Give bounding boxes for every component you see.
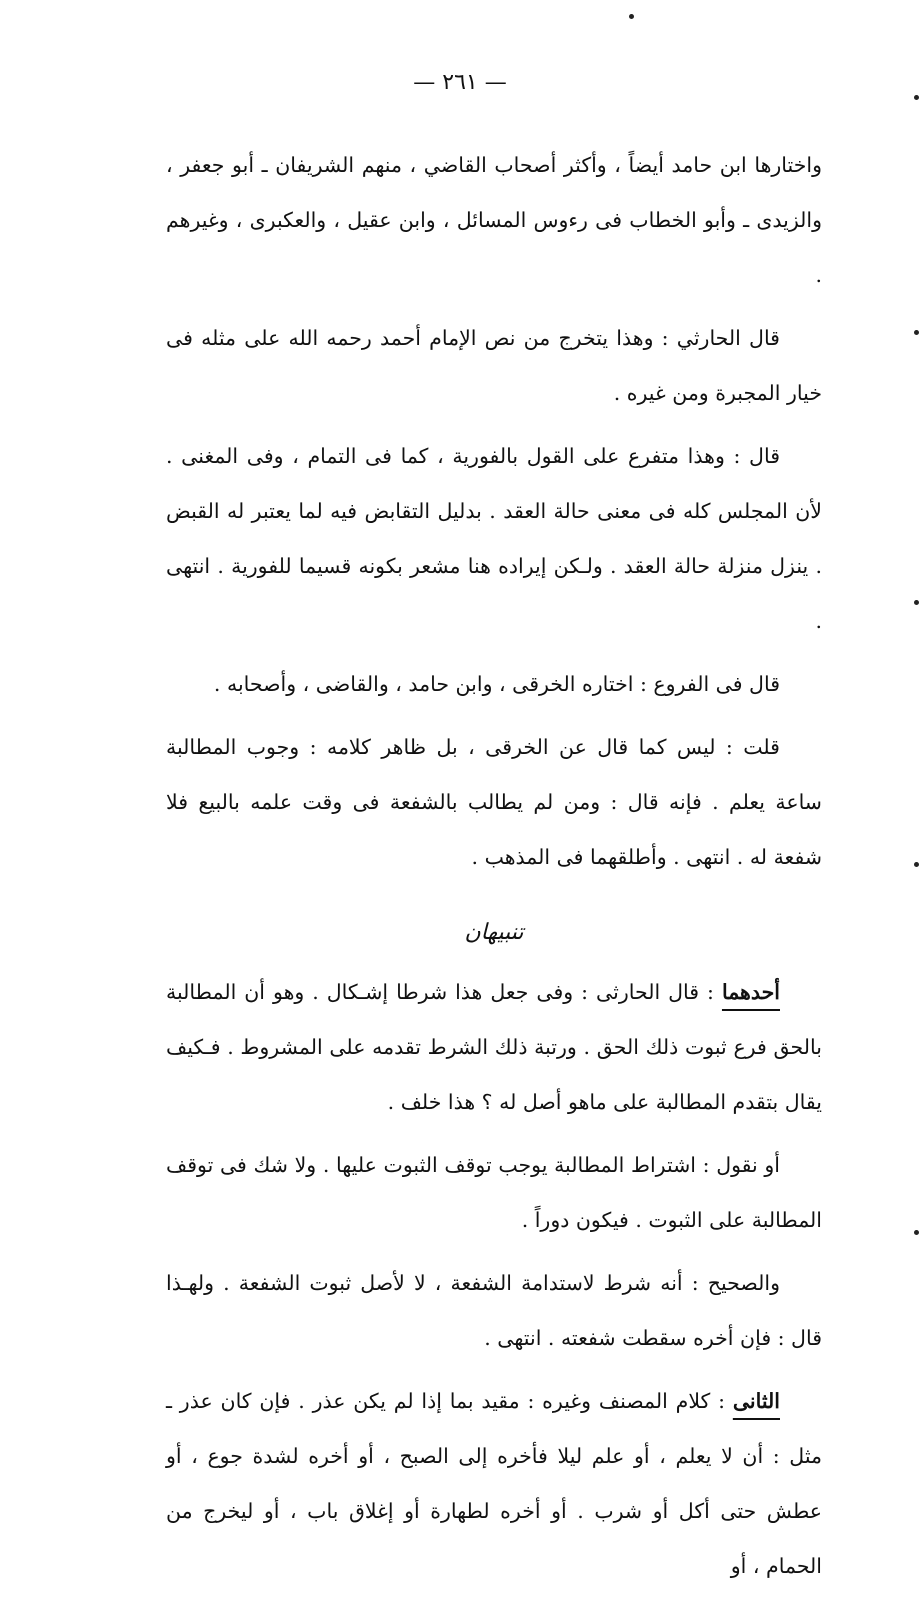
note-lead: الثانى — [732, 1389, 780, 1413]
body-paragraph: واختارها ابن حامد أيضاً ، وأكثر أصحاب القاضي ، منهم الشريفان ـ أبو جعفر ، والزيدى ـ وأبو الخطاب فى رءوس المسائل ، وابن عقيل ، والعكبرى ، وغيرهم . — [166, 153, 822, 287]
body-paragraph: قال الحارثي : وهذا يتخرج من نص الإمام أحمد رحمه الله على مثله فى خيار المجبرة ومن غيره . — [166, 326, 822, 405]
body-paragraph: قال : وهذا متفرع على القول بالفورية ، كما فى التمام ، وفى المغنى . لأن المجلس كله فى معنى حالة العقد . بدليل التقابض فيه لما يعتبر له القبض . ينزل منزلة حالة العقد . ولـكن إيراده هنا مشعر بكونه قسيما للفورية . انتهى . — [166, 444, 822, 633]
note-lead: أحدهما — [721, 980, 780, 1004]
note-text: : قال الحارثى : وفى جعل هذا شرطا إشـكال . وهو أن المطالبة بالحق فرع ثبوت ذلك الحق . ورتبة ذلك الشرط تقدمه على المشروط . فـكيف يقال بتقدم المطالبة على ماهو أصل له ؟ هذا خلف . — [166, 980, 822, 1114]
margin-dot — [914, 330, 919, 335]
note-paragraph — [166, 965, 822, 1130]
page-number: — ٢٦١ — — [413, 70, 507, 95]
note-paragraph: والصحيح : أنه شرط لاستدامة الشفعة ، لا لأصل ثبوت الشفعة . ولهـذا قال : فإن أخره سقطت شفعته . انتهى . — [166, 1271, 822, 1350]
body-paragraph: قال فى الفروع : اختاره الخرقى ، وابن حامد ، والقاضى ، وأصحابه . — [213, 672, 780, 696]
page-body — [166, 138, 822, 1602]
body-paragraph: قلت : ليس كما قال عن الخرقى ، بل ظاهر كلامه : وجوب المطالبة ساعة يعلم . فإنه قال : ومن لم يطالب بالشفعة فى وقت علمه بالبيع فلا شفعة له . انتهى . وأطلقهما فى المذهب . — [166, 735, 822, 869]
margin-dot — [914, 600, 919, 605]
margin-dot — [629, 14, 634, 19]
margin-dot — [914, 1230, 919, 1235]
section-heading: تنبيهان — [464, 920, 524, 945]
margin-dot — [914, 95, 919, 100]
note-paragraph — [166, 1374, 822, 1594]
note-paragraph: أو نقول : اشتراط المطالبة يوجب توقف الثبوت عليها . ولا شك فى توقف المطالبة على الثبوت . فيكون دوراً . — [166, 1153, 822, 1232]
margin-dot — [914, 862, 919, 867]
note-text: : كلام المصنف وغيره : مقيد بما إذا لم يكن عذر . فإن كان عذر ـ مثل : أن لا يعلم ، أو علم ليلا فأخره إلى الصبح ، أو أخره لشدة جوع ، أو عطش حتى أكل أو شرب . أو أخره لطهارة أو إغلاق باب ، أو ليخرج من الحمام ، أو — [166, 1389, 822, 1578]
